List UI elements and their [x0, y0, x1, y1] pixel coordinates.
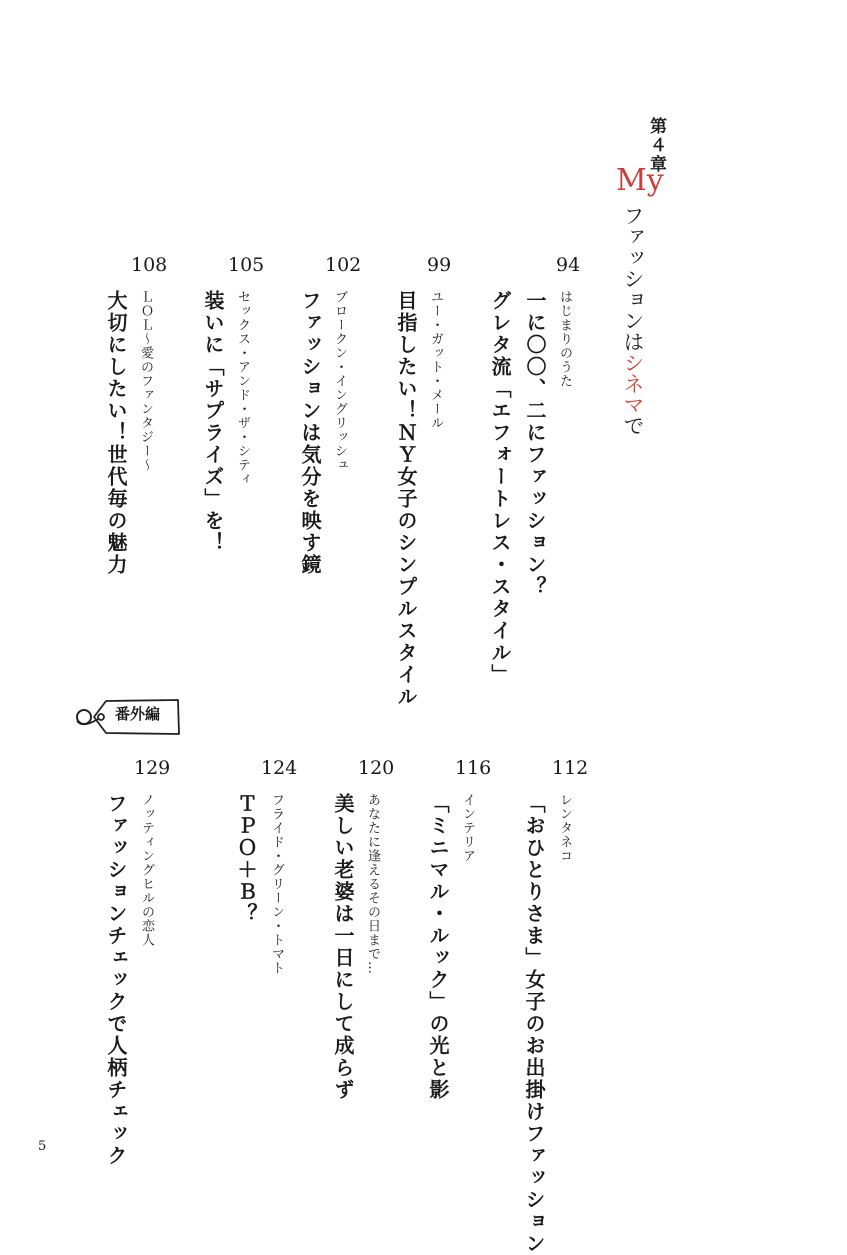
- chapter-my-label: My: [616, 163, 664, 198]
- chapter-title-post: で: [621, 415, 645, 436]
- entry-title[interactable]: ＴＰＯ＋Ｂ？: [234, 793, 258, 925]
- entry-title[interactable]: ファッションチェックで人柄チェック: [104, 793, 128, 1167]
- entry-page-94[interactable]: 94: [556, 254, 581, 276]
- chapter-title-accent: シネマ: [621, 352, 645, 415]
- entry-subtitle: ノッティングヒルの恋人: [139, 793, 154, 947]
- entry-title[interactable]: 装いに「サプライズ」を！: [201, 290, 225, 554]
- chapter-title-pre: ファッションは: [621, 205, 645, 352]
- entry-subtitle: フライド・グリーン・トマト: [269, 793, 284, 975]
- chapter-label: 第４章: [646, 117, 666, 174]
- entry-title[interactable]: 目指したい！ＮＹ女子のシンプルスタイル: [394, 290, 418, 708]
- entry-title[interactable]: 「おひとりさま」女子のお出掛けファッション: [522, 793, 546, 1255]
- entry-page-124[interactable]: 124: [261, 757, 298, 779]
- entry-subtitle: あなたに逢えるその日まで…: [365, 793, 380, 975]
- entry-title[interactable]: 大切にしたい！世代毎の魅力: [104, 290, 128, 576]
- entry-page-129[interactable]: 129: [134, 757, 171, 779]
- entry-subtitle: はじまりのうた: [557, 290, 572, 388]
- chapter-title: [622, 205, 643, 436]
- entry-page-116[interactable]: 116: [455, 757, 492, 779]
- entry-title[interactable]: ファッションは気分を映す鏡: [298, 290, 322, 576]
- entry-page-102[interactable]: 102: [325, 254, 362, 276]
- entry-subtitle: インテリア: [460, 793, 475, 863]
- entry-page-99[interactable]: 99: [427, 254, 452, 276]
- entry-page-108[interactable]: 108: [131, 254, 168, 276]
- entry-subtitle: セックス・アンド・ザ・シティ: [235, 290, 250, 486]
- entry-title[interactable]: 一に〇〇、二にファッション？: [523, 290, 547, 598]
- page-number: 5: [38, 1139, 47, 1154]
- entry-subtitle: ユー・ガット・メール: [428, 290, 443, 430]
- entry-title[interactable]: 「ミニマル・ルック」の光と影: [426, 793, 450, 1101]
- entry-page-112[interactable]: 112: [552, 757, 589, 779]
- entry-subtitle: レンタネコ: [557, 793, 572, 863]
- entry-page-105[interactable]: 105: [228, 254, 265, 276]
- entry-subtitle: ブロークン・イングリッシュ: [332, 290, 347, 472]
- entry-title[interactable]: 美しい老婆は一日にして成らず: [331, 793, 355, 1101]
- entry-page-120[interactable]: 120: [358, 757, 395, 779]
- entry-subtitle: ＬＯＬ〜愛のファンタジー〜: [138, 290, 153, 472]
- entry-title[interactable]: グレタ流「エフォートレス・スタイル」: [488, 290, 512, 686]
- extra-section-label: 番外編: [115, 705, 161, 723]
